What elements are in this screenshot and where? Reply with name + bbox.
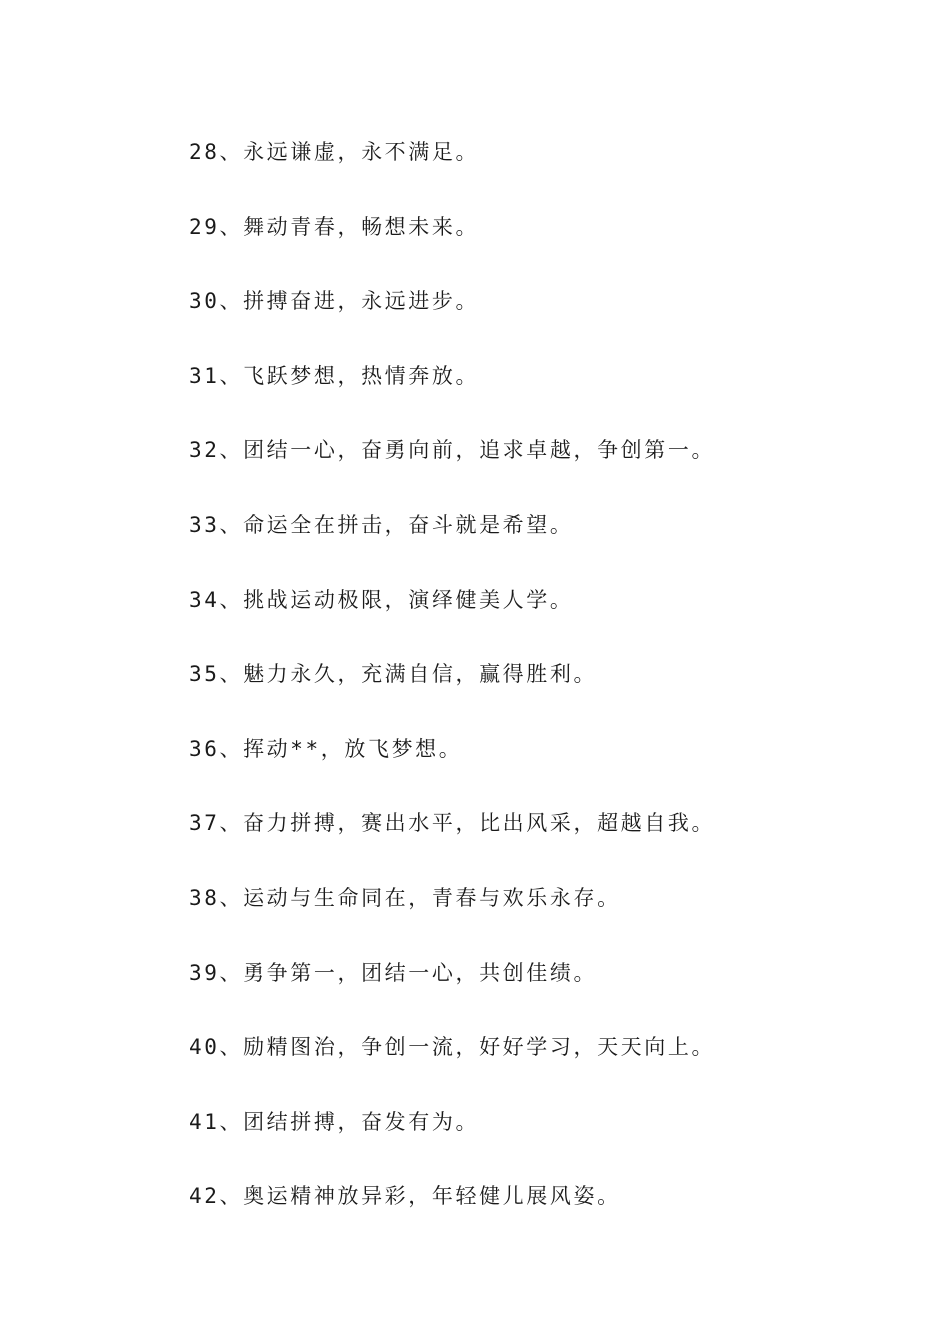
slogan-item-40: 40、励精图治，争创一流，好好学习，天天向上。 xyxy=(189,1035,716,1060)
slogan-item-30: 30、拼搏奋进，永远进步。 xyxy=(189,289,480,314)
slogan-item-28: 28、永远谦虚，永不满足。 xyxy=(189,140,480,164)
slogan-item-38: 38、运动与生命同在，青春与欢乐永存。 xyxy=(189,885,621,910)
slogan-item-34: 34、挑战运动极限，演绎健美人学。 xyxy=(189,587,574,612)
slogan-item-39: 39、勇争第一，团结一心，共创佳绩。 xyxy=(189,960,598,985)
slogan-item-35: 35、魅力永久，充满自信，赢得胜利。 xyxy=(189,662,598,687)
slogan-item-29: 29、舞动青春，畅想未来。 xyxy=(189,214,480,239)
slogan-item-41: 41、团结拼搏，奋发有为。 xyxy=(189,1109,480,1134)
slogan-item-42: 42、奥运精神放异彩，年轻健儿展风姿。 xyxy=(189,1184,621,1209)
slogan-item-36: 36、挥动**，放飞梦想。 xyxy=(189,736,463,761)
slogan-item-31: 31、飞跃梦想，热情奔放。 xyxy=(189,363,480,388)
slogan-item-33: 33、命运全在拼击，奋斗就是希望。 xyxy=(189,512,574,537)
slogan-list xyxy=(189,133,715,1252)
slogan-item-37: 37、奋力拼搏，赛出水平，比出风采，超越自我。 xyxy=(189,811,716,836)
slogan-item-32: 32、团结一心，奋勇向前，追求卓越，争创第一。 xyxy=(189,438,716,463)
